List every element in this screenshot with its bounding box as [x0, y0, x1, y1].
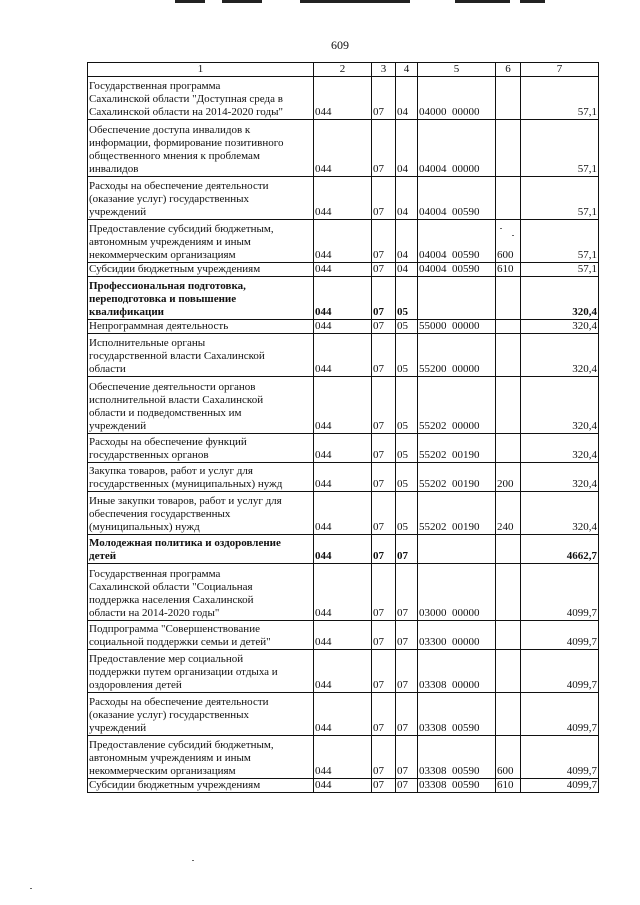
cell-code-4: 07: [396, 621, 418, 650]
cell-code-4: 05: [396, 377, 418, 434]
cell-code-3: 07: [372, 120, 396, 177]
cell-code-4: 05: [396, 277, 418, 320]
cell-amount: 320,4: [521, 277, 599, 320]
table-row: [88, 277, 599, 320]
table-row: [88, 693, 599, 736]
cell-code-3: 07: [372, 177, 396, 220]
cell-amount: 4099,7: [521, 650, 599, 693]
cell-code-3: 07: [372, 650, 396, 693]
scan-top-marks: [0, 0, 640, 6]
cell-amount: 57,1: [521, 263, 599, 277]
cell-code-2: 044: [314, 693, 372, 736]
cell-code-6: 610: [496, 263, 521, 277]
cell-code-6: [496, 621, 521, 650]
cell-code-2: 044: [314, 177, 372, 220]
cell-name: Профессиональная подготовка, переподготовка и повышение квалификации: [88, 277, 314, 320]
cell-code-2: 044: [314, 263, 372, 277]
cell-code-5: 04004 00590: [418, 220, 496, 263]
table-row: [88, 377, 599, 434]
table-row: [88, 320, 599, 334]
cell-amount: 4099,7: [521, 693, 599, 736]
cell-name: Подпрограмма "Совершенствование социальной поддержки семьи и детей": [88, 621, 314, 650]
column-header: 6: [496, 63, 521, 77]
table-row: [88, 263, 599, 277]
table-row: [88, 177, 599, 220]
cell-code-5: 55000 00000: [418, 320, 496, 334]
cell-amount: 320,4: [521, 377, 599, 434]
cell-code-5: 55200 00000: [418, 334, 496, 377]
cell-code-5: 55202 00190: [418, 434, 496, 463]
cell-code-2: 044: [314, 77, 372, 120]
cell-name: Расходы на обеспечение деятельности (оказание услуг) государственных учреждений: [88, 693, 314, 736]
table-row: [88, 463, 599, 492]
table-row: [88, 564, 599, 621]
cell-code-3: 07: [372, 736, 396, 779]
column-header: 5: [418, 63, 496, 77]
table-row: [88, 535, 599, 564]
cell-code-4: 05: [396, 463, 418, 492]
cell-name: Расходы на обеспечение деятельности (оказание услуг) государственных учреждений: [88, 177, 314, 220]
cell-code-2: 044: [314, 535, 372, 564]
cell-code-3: 07: [372, 320, 396, 334]
table-row: [88, 650, 599, 693]
cell-amount: 4662,7: [521, 535, 599, 564]
column-header: 4: [396, 63, 418, 77]
cell-code-4: 04: [396, 220, 418, 263]
cell-code-2: 044: [314, 621, 372, 650]
cell-code-6: [496, 320, 521, 334]
scan-speck: [192, 860, 194, 861]
cell-amount: 320,4: [521, 320, 599, 334]
cell-code-2: 044: [314, 277, 372, 320]
cell-code-6: [496, 277, 521, 320]
cell-amount: 4099,7: [521, 779, 599, 793]
cell-code-6: 200: [496, 463, 521, 492]
table-row: [88, 621, 599, 650]
cell-code-5: 04000 00000: [418, 77, 496, 120]
cell-name: Обеспечение деятельности органов исполнительной власти Сахалинской области и подведомственных им учреждений: [88, 377, 314, 434]
budget-table: [87, 62, 599, 793]
cell-code-6: [496, 650, 521, 693]
cell-code-4: 07: [396, 564, 418, 621]
cell-name: Субсидии бюджетным учреждениям: [88, 779, 314, 793]
cell-code-6: [496, 334, 521, 377]
cell-name: Предоставление субсидий бюджетным, автономным учреждениям и иным некоммерческим организациям: [88, 736, 314, 779]
cell-code-3: 07: [372, 220, 396, 263]
cell-name: Государственная программа Сахалинской области "Доступная среда в Сахалинской области на 2014-2020 годы": [88, 77, 314, 120]
cell-code-3: 07: [372, 77, 396, 120]
cell-code-5: 04004 00590: [418, 263, 496, 277]
cell-amount: 320,4: [521, 334, 599, 377]
cell-code-6: [496, 535, 521, 564]
column-header: 3: [372, 63, 396, 77]
table-row: [88, 779, 599, 793]
table-row: [88, 334, 599, 377]
cell-code-3: 07: [372, 564, 396, 621]
cell-code-6: [496, 693, 521, 736]
cell-code-2: 044: [314, 334, 372, 377]
cell-code-6: 600: [496, 220, 521, 263]
cell-code-5: 03000 00000: [418, 564, 496, 621]
cell-name: Предоставление мер социальной поддержки путем организации отдыха и оздоровления детей: [88, 650, 314, 693]
cell-code-5: 04004 00590: [418, 177, 496, 220]
cell-code-5: 03308 00590: [418, 693, 496, 736]
cell-amount: 57,1: [521, 177, 599, 220]
scan-speck: [30, 888, 32, 889]
cell-code-4: 07: [396, 736, 418, 779]
cell-code-6: [496, 177, 521, 220]
cell-name: Государственная программа Сахалинской области "Социальная поддержка населения Сахалинской области на 2014-2020 годы": [88, 564, 314, 621]
cell-code-4: 07: [396, 693, 418, 736]
cell-code-4: 07: [396, 779, 418, 793]
cell-code-3: 07: [372, 492, 396, 535]
cell-code-2: 044: [314, 779, 372, 793]
cell-code-3: 07: [372, 621, 396, 650]
cell-code-4: 05: [396, 434, 418, 463]
cell-code-4: 04: [396, 77, 418, 120]
cell-code-2: 044: [314, 736, 372, 779]
cell-name: Субсидии бюджетным учреждениям: [88, 263, 314, 277]
cell-code-5: 03308 00590: [418, 736, 496, 779]
table-row: [88, 434, 599, 463]
cell-code-2: 044: [314, 564, 372, 621]
cell-code-3: 07: [372, 277, 396, 320]
cell-code-6: [496, 434, 521, 463]
cell-code-3: 07: [372, 334, 396, 377]
cell-code-6: [496, 377, 521, 434]
cell-code-5: 03308 00000: [418, 650, 496, 693]
cell-name: Исполнительные органы государственной власти Сахалинской области: [88, 334, 314, 377]
table-row: [88, 220, 599, 263]
cell-code-5: 03308 00590: [418, 779, 496, 793]
cell-amount: 320,4: [521, 492, 599, 535]
table-header-row: [88, 63, 599, 77]
cell-code-4: 05: [396, 320, 418, 334]
cell-code-3: 07: [372, 535, 396, 564]
cell-code-4: 04: [396, 263, 418, 277]
cell-code-3: 07: [372, 779, 396, 793]
cell-amount: 57,1: [521, 220, 599, 263]
cell-code-2: 044: [314, 434, 372, 463]
cell-code-6: 610: [496, 779, 521, 793]
cell-code-4: 07: [396, 650, 418, 693]
cell-code-6: [496, 120, 521, 177]
cell-code-3: 07: [372, 377, 396, 434]
column-header: 2: [314, 63, 372, 77]
cell-code-2: 044: [314, 492, 372, 535]
column-header: 7: [521, 63, 599, 77]
cell-code-4: 04: [396, 177, 418, 220]
cell-name: Молодежная политика и оздоровление детей: [88, 535, 314, 564]
cell-amount: 4099,7: [521, 736, 599, 779]
cell-code-4: 05: [396, 492, 418, 535]
cell-code-2: 044: [314, 463, 372, 492]
cell-name: Закупка товаров, работ и услуг для государственных (муниципальных) нужд: [88, 463, 314, 492]
cell-code-4: 07: [396, 535, 418, 564]
cell-code-2: 044: [314, 220, 372, 263]
scan-speck: [512, 235, 514, 236]
table-row: [88, 77, 599, 120]
table-row: [88, 492, 599, 535]
cell-code-2: 044: [314, 377, 372, 434]
cell-code-5: 04004 00000: [418, 120, 496, 177]
cell-name: Обеспечение доступа инвалидов к информации, формирование позитивного общественного мнения к проблемам инвалидов: [88, 120, 314, 177]
cell-name: Расходы на обеспечение функций государственных органов: [88, 434, 314, 463]
cell-name: Непрограммная деятельность: [88, 320, 314, 334]
cell-code-5: 55202 00000: [418, 377, 496, 434]
cell-code-2: 044: [314, 650, 372, 693]
cell-code-6: [496, 564, 521, 621]
cell-code-6: [496, 77, 521, 120]
cell-code-3: 07: [372, 263, 396, 277]
cell-amount: 57,1: [521, 77, 599, 120]
cell-name: Предоставление субсидий бюджетным, автономным учреждениям и иным некоммерческим организациям: [88, 220, 314, 263]
cell-code-5: 55202 00190: [418, 492, 496, 535]
cell-code-3: 07: [372, 693, 396, 736]
cell-code-4: 05: [396, 334, 418, 377]
cell-code-5: [418, 277, 496, 320]
cell-code-4: 04: [396, 120, 418, 177]
scan-speck: [500, 228, 502, 229]
cell-code-2: 044: [314, 120, 372, 177]
table-row: [88, 120, 599, 177]
cell-code-6: 240: [496, 492, 521, 535]
cell-amount: 4099,7: [521, 564, 599, 621]
cell-code-6: 600: [496, 736, 521, 779]
cell-amount: 4099,7: [521, 621, 599, 650]
cell-code-3: 07: [372, 463, 396, 492]
cell-amount: 57,1: [521, 120, 599, 177]
cell-name: Иные закупки товаров, работ и услуг для обеспечения государственных (муниципальных) нужд: [88, 492, 314, 535]
cell-code-5: 55202 00190: [418, 463, 496, 492]
cell-code-5: [418, 535, 496, 564]
cell-code-3: 07: [372, 434, 396, 463]
cell-amount: 320,4: [521, 434, 599, 463]
cell-amount: 320,4: [521, 463, 599, 492]
column-header: 1: [88, 63, 314, 77]
table-row: [88, 736, 599, 779]
cell-code-2: 044: [314, 320, 372, 334]
page-number: 609: [331, 38, 349, 52]
cell-code-5: 03300 00000: [418, 621, 496, 650]
